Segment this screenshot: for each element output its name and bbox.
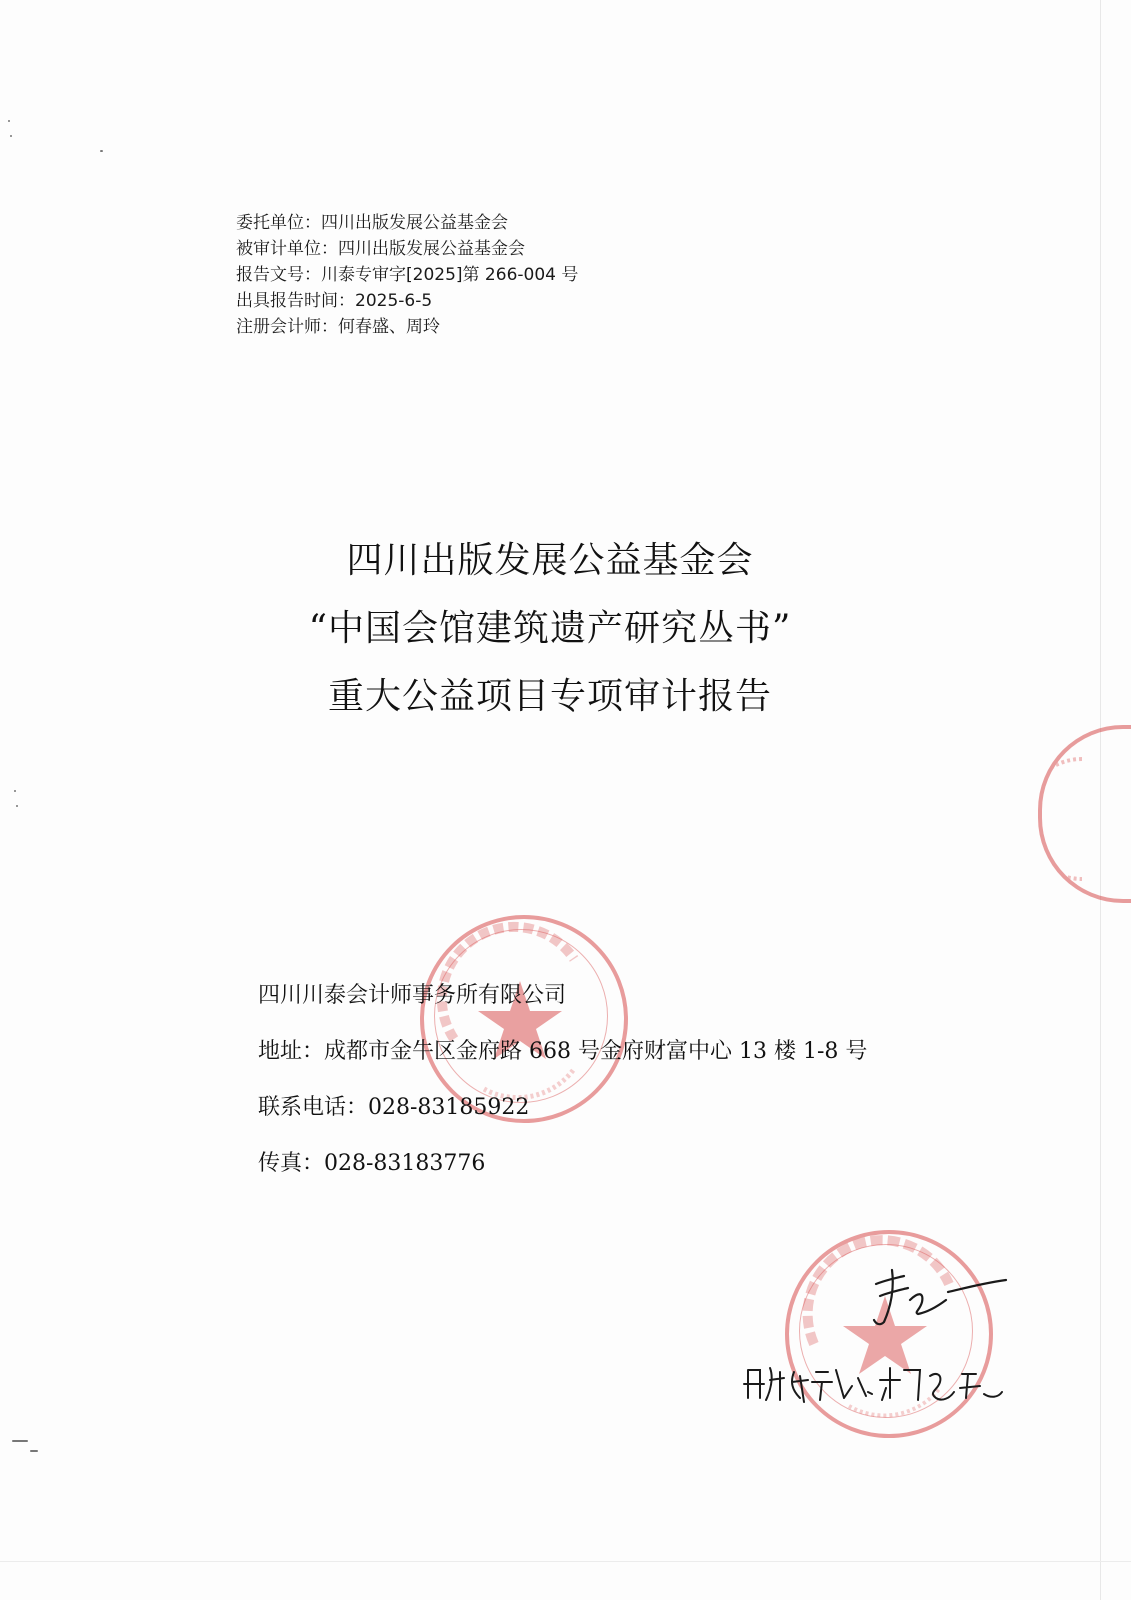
- accounting-firm-info: [258, 968, 978, 1192]
- scan-speck: [14, 790, 16, 792]
- handwritten-finance-signature: [740, 1358, 1020, 1408]
- report-date-line: 出具报告时间：2025-6-5: [236, 291, 433, 311]
- edge-seal: [1038, 725, 1131, 903]
- firm-fax: 传真：028-83183776: [258, 1151, 486, 1176]
- client-line: 委托单位：四川出版发展公益基金会: [236, 213, 508, 233]
- scan-speck: [16, 805, 18, 807]
- title-project: “中国会馆建筑遗产研究丛书”: [308, 608, 792, 649]
- title-report-type: 重大公益项目专项审计报告: [327, 676, 772, 717]
- title-foundation: 四川出版发展公益基金会: [346, 540, 754, 581]
- report-title: [200, 527, 900, 731]
- audited-entity-line: 被审计单位：四川出版发展公益基金会: [236, 239, 525, 259]
- scan-speck: [100, 150, 103, 152]
- report-metadata: [236, 210, 656, 340]
- auditors-line: 注册会计师：何春盛、周玲: [236, 317, 440, 337]
- firm-name: 四川川泰会计师事务所有限公司: [258, 983, 567, 1008]
- scan-speck: [12, 1440, 28, 1442]
- firm-address: 地址：成都市金牛区金府路 668 号金府财富中心 13 楼 1-8 号: [258, 1039, 868, 1064]
- scan-speck: [8, 120, 10, 122]
- firm-phone: 联系电话：028-83185922: [258, 1095, 530, 1120]
- handwritten-signature: [858, 1262, 1008, 1332]
- scan-edge: [0, 1561, 1131, 1562]
- report-number-line: 报告文号：川泰专审字[2025]第 266-004 号: [236, 265, 579, 285]
- scan-speck: [30, 1450, 38, 1452]
- scan-speck: [10, 135, 12, 137]
